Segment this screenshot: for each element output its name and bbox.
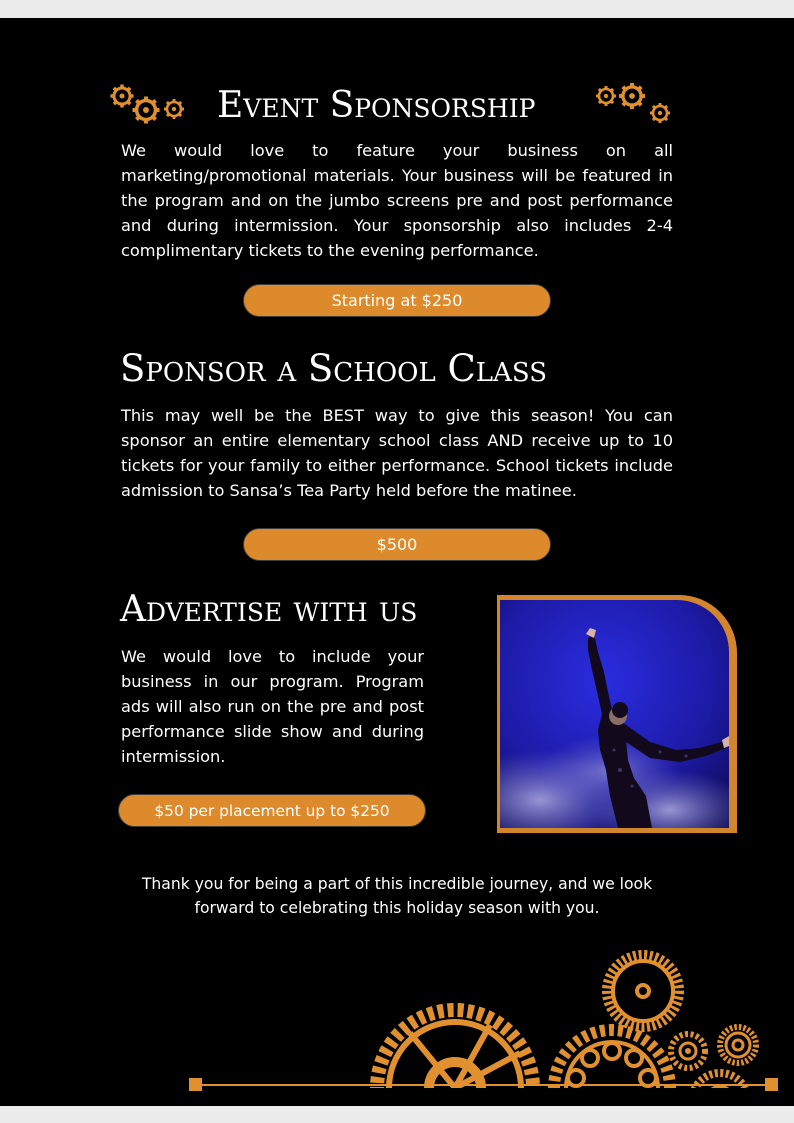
- advertise-price-button[interactable]: $50 per placement up to $250: [118, 794, 426, 827]
- school-class-title: Sponsor a School Class: [120, 347, 547, 390]
- closing-message: Thank you for being a part of this incredible journey, and we look forward to celebrating this holiday season with you.: [141, 875, 653, 917]
- school-class-price-button[interactable]: $500: [243, 528, 551, 561]
- advertise-description: We would love to include your business in our program. Program ads will also run on the pre and post performance slide show and during intermission.: [121, 647, 424, 766]
- event-sponsorship-description: We would love to feature your business on all marketing/promotional materials. Your business will be featured in the program and on the jumbo screens pre and post performance and during intermission. Your sponsorship also includes 2-4 complimentary tickets to the evening performance.: [121, 141, 673, 260]
- event-sponsorship-title: Event Sponsorship: [217, 85, 536, 126]
- advertise-title: Advertise with us: [120, 589, 418, 630]
- school-class-description: This may well be the BEST way to give this season! You can sponsor an entire elementary school class AND receive up to 10 tickets for your family to either performance. School tickets include admission to Sansa’s Tea Party held before the matinee.: [121, 406, 673, 500]
- gear-icon: [360, 923, 780, 1088]
- gear-icon: [592, 82, 674, 126]
- divider: [195, 1084, 772, 1086]
- flyer-page: [0, 18, 794, 1106]
- divider-end-left: [189, 1078, 202, 1091]
- event-sponsorship-price-button[interactable]: Starting at $250: [243, 284, 551, 317]
- photo-dancer: [500, 600, 729, 828]
- gear-icon: [108, 84, 190, 128]
- divider-end-right: [765, 1078, 778, 1091]
